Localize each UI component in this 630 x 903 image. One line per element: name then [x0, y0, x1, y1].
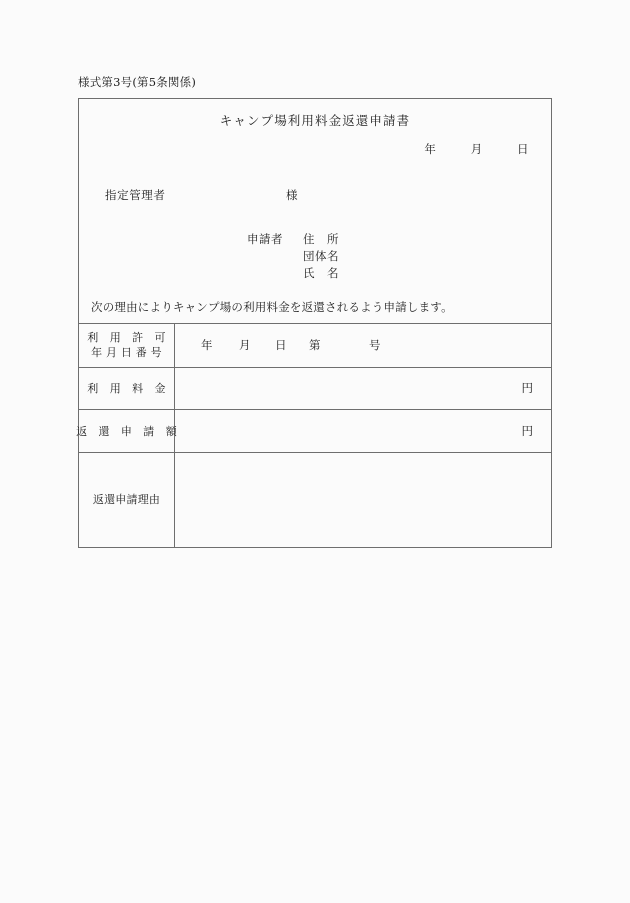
applicant-name-label: 氏 名 — [303, 266, 339, 280]
application-statement: 次の理由によりキャンプ場の利用料金を返還されるよう申請します。 — [91, 300, 453, 314]
row-label-refund-amount — [76, 410, 177, 452]
applicant-heading: 申請者 — [247, 232, 283, 246]
applicant-organization-label: 団体名 — [303, 249, 339, 263]
form-number-label: 様式第3号(第5条関係) — [78, 75, 197, 89]
form-header-area — [79, 99, 551, 323]
permit-month-label: 月 — [239, 338, 251, 353]
row-label-refund-amount-text: 返 還 申 請 額 — [76, 424, 177, 438]
applicant-spacer-1 — [247, 248, 303, 265]
applicant-block — [247, 231, 339, 282]
applicant-row-address — [247, 231, 339, 248]
row-label-permit-line2: 年 月 日 番 号 — [91, 346, 162, 360]
addressee-label: 指定管理者 — [105, 188, 166, 202]
date-day-label: 日 — [517, 142, 529, 156]
date-year-label: 年 — [424, 142, 437, 156]
usage-fee-unit: 円 — [521, 381, 533, 396]
form-table — [76, 323, 551, 547]
form-frame — [78, 98, 552, 548]
row-label-usage-fee-text: 利 用 料 金 — [87, 381, 166, 395]
permit-day-label: 日 — [275, 338, 287, 353]
date-line — [424, 141, 529, 157]
table-row — [79, 367, 551, 410]
applicant-address-label: 住 所 — [303, 232, 339, 246]
permit-year-label: 年 — [201, 338, 213, 353]
date-month-label: 月 — [470, 142, 483, 156]
row-label-refund-reason — [79, 453, 175, 547]
row-label-refund-reason-text: 返還申請理由 — [92, 493, 161, 507]
refund-amount-unit: 円 — [521, 424, 533, 439]
permit-number-suffix: 号 — [369, 338, 381, 353]
applicant-spacer-2 — [247, 265, 303, 282]
applicant-row-organization — [247, 248, 339, 265]
table-row — [76, 409, 551, 452]
document-title: キャンプ場利用料金返還申請書 — [219, 113, 411, 128]
permit-number-prefix: 第 — [309, 338, 321, 353]
addressee-honorific: 様 — [286, 188, 299, 202]
row-value-permit[interactable] — [175, 324, 551, 367]
addressee-line — [105, 187, 298, 203]
row-label-permit — [79, 324, 175, 367]
row-label-permit-line1: 利 用 許 可 — [87, 331, 166, 345]
row-label-usage-fee — [79, 368, 175, 410]
row-value-refund-amount[interactable] — [175, 410, 551, 452]
row-value-refund-reason[interactable] — [175, 453, 551, 547]
row-value-usage-fee[interactable] — [175, 368, 551, 410]
applicant-row-name — [247, 265, 339, 282]
table-row — [79, 452, 551, 547]
table-row — [79, 323, 551, 367]
